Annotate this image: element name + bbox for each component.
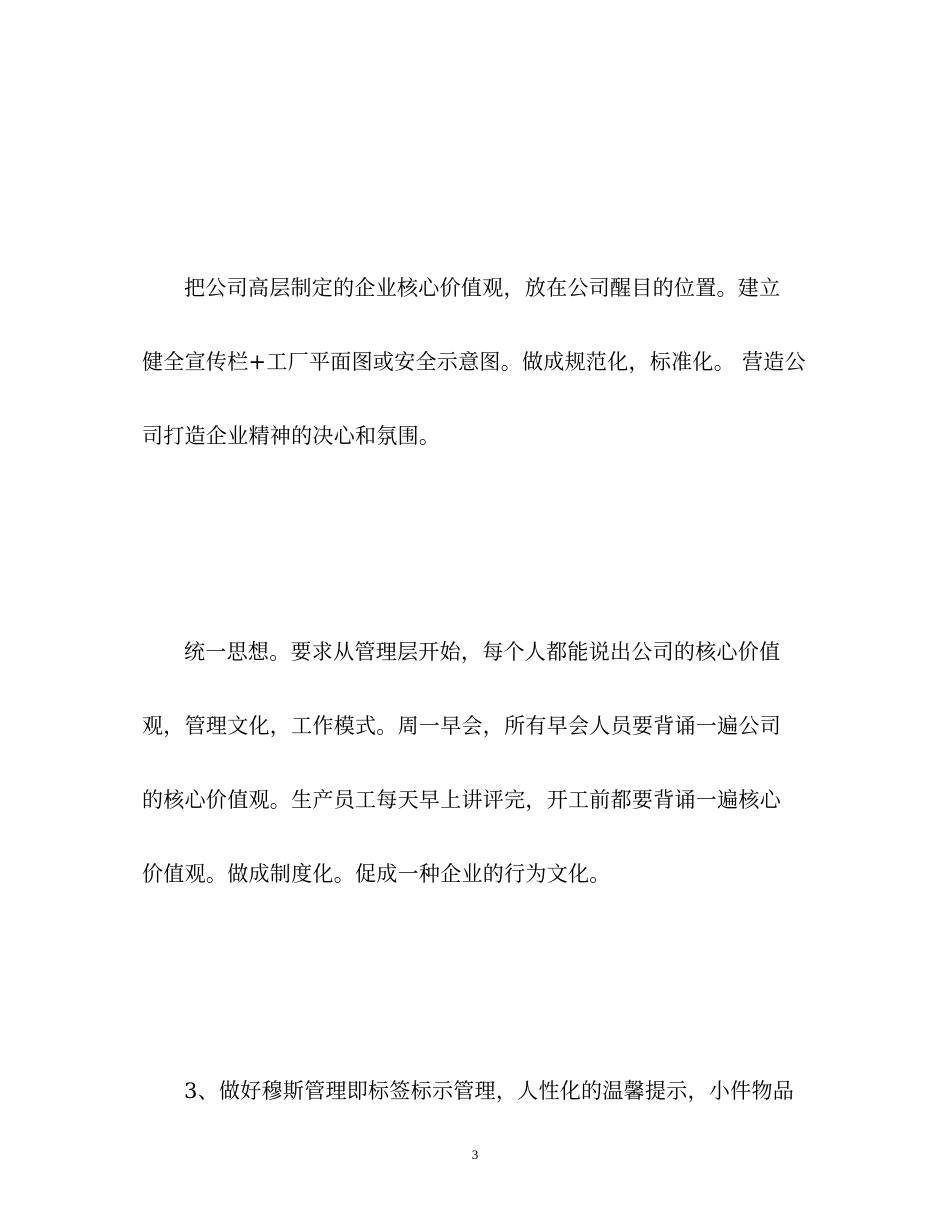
paragraph-1-line-3: 司打造企业精神的决心和氛围。 <box>142 424 441 448</box>
paragraph-1-line-1: 把公司高层制定的企业核心价值观，放在公司醒目的位置。建立 <box>184 276 781 300</box>
paragraph-2-line-1: 统一思想。要求从管理层开始，每个人都能说出公司的核心价值 <box>184 640 781 664</box>
page-number: 3 <box>471 1147 479 1162</box>
paragraph-2-line-4: 价值观。做成制度化。促成一种企业的行为文化。 <box>142 862 611 886</box>
paragraph-1-line-2: 健全宣传栏+工厂平面图或安全示意图。做成规范化，标准化。 营造公 <box>142 350 806 374</box>
paragraph-2-line-3: 的核心价值观。生产员工每天早上讲评完，开工前都要背诵一遍核心 <box>142 788 781 812</box>
paragraph-3-line-1: 3、做好穆斯管理即标签标示管理，人性化的温馨提示，小件物品 <box>184 1079 795 1103</box>
paragraph-2-line-2: 观，管理文化，工作模式。周一早会，所有早会人员要背诵一遍公司 <box>142 714 781 738</box>
